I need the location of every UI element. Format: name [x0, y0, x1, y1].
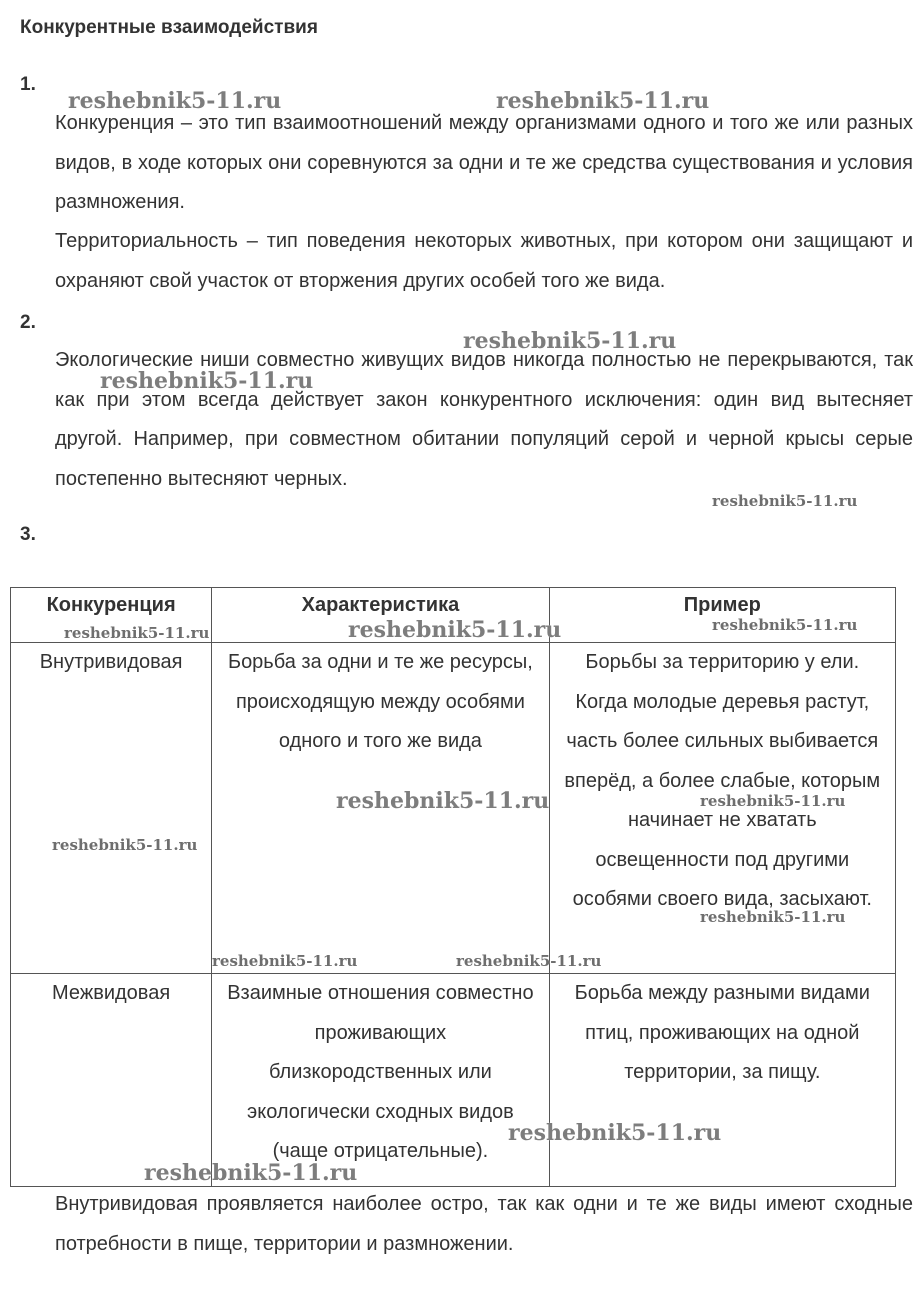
watermark: reshebnik5-11.ru: [712, 616, 858, 634]
header-characteristic: Характеристика: [301, 594, 460, 616]
watermark: reshebnik5-11.ru: [52, 836, 198, 854]
table-cell: Борьба за одни и те же ресурсы, происходящую между особями одного и того же вида: [212, 643, 549, 974]
watermark: reshebnik5-11.ru: [144, 1160, 358, 1186]
table-header-cell: [212, 588, 549, 643]
watermark: reshebnik5-11.ru: [348, 617, 562, 643]
watermark: reshebnik5-11.ru: [700, 908, 846, 926]
table-row: [11, 974, 896, 1187]
conclusion-paragraph: Внутривидовая проявляется наиболее остро, так как одни и те же виды имеют сходные потребности в пище, территории и размножении.: [55, 1193, 913, 1255]
watermark: reshebnik5-11.ru: [508, 1120, 722, 1146]
watermark: reshebnik5-11.ru: [712, 492, 858, 510]
section-number-2: 2.: [20, 312, 36, 333]
ecological-niches-paragraph: Экологические ниши совместно живущих видов никогда полностью не перекрываются, так как при этом всегда действует закон конкурентного исключения: один вид вытесняет другой. Например, при совместном обитании популяций серой и черной крысы серые постепенно вытесняют черных.: [55, 349, 913, 490]
watermark: reshebnik5-11.ru: [463, 328, 677, 354]
watermark: reshebnik5-11.ru: [68, 88, 282, 114]
watermark: reshebnik5-11.ru: [700, 792, 846, 810]
table-header-cell: [549, 588, 895, 643]
header-example: Пример: [683, 594, 761, 616]
watermark: reshebnik5-11.ru: [496, 88, 710, 114]
table-cell: Борьба между разными видами птиц, проживающих на одной территории, за пищу.: [549, 974, 895, 1187]
watermark: reshebnik5-11.ru: [456, 952, 602, 970]
watermark: reshebnik5-11.ru: [64, 624, 210, 642]
table-cell: Внутривидовая: [11, 643, 212, 974]
table-cell: Борьбы за территорию у ели. Когда молодые деревья растут, часть более сильных выбивается вперёд, а более слабые, которым начинает не хватать освещенности под другими особями своего вида, засыхают.: [549, 643, 895, 974]
competition-table: [10, 587, 896, 1187]
page-title: Конкурентные взаимодействия: [20, 17, 318, 38]
table-header-row: [11, 588, 896, 643]
table-header-cell: [11, 588, 212, 643]
table-cell: Межвидовая: [11, 974, 212, 1187]
definition-competition: Конкуренция – это тип взаимоотношений между организмами одного и того же или разных видов, в ходе которых они соревнуются за одни и те же средства существования и условия размножения.: [55, 112, 913, 213]
section-number-1: 1.: [20, 74, 36, 95]
header-competition: Конкуренция: [46, 594, 176, 616]
definition-territoriality: Территориальность – тип поведения некоторых животных, при котором они защищают и охраняют свой участок от вторжения других особей того же вида.: [55, 230, 913, 292]
watermark: reshebnik5-11.ru: [212, 952, 358, 970]
section-number-3: 3.: [20, 524, 36, 545]
table-cell: Взаимные отношения совместно проживающих близкородственных или экологически сходных видов (чаще отрицательные).: [212, 974, 549, 1187]
watermark: reshebnik5-11.ru: [100, 368, 314, 394]
table-row: [11, 643, 896, 974]
watermark: reshebnik5-11.ru: [336, 788, 550, 814]
